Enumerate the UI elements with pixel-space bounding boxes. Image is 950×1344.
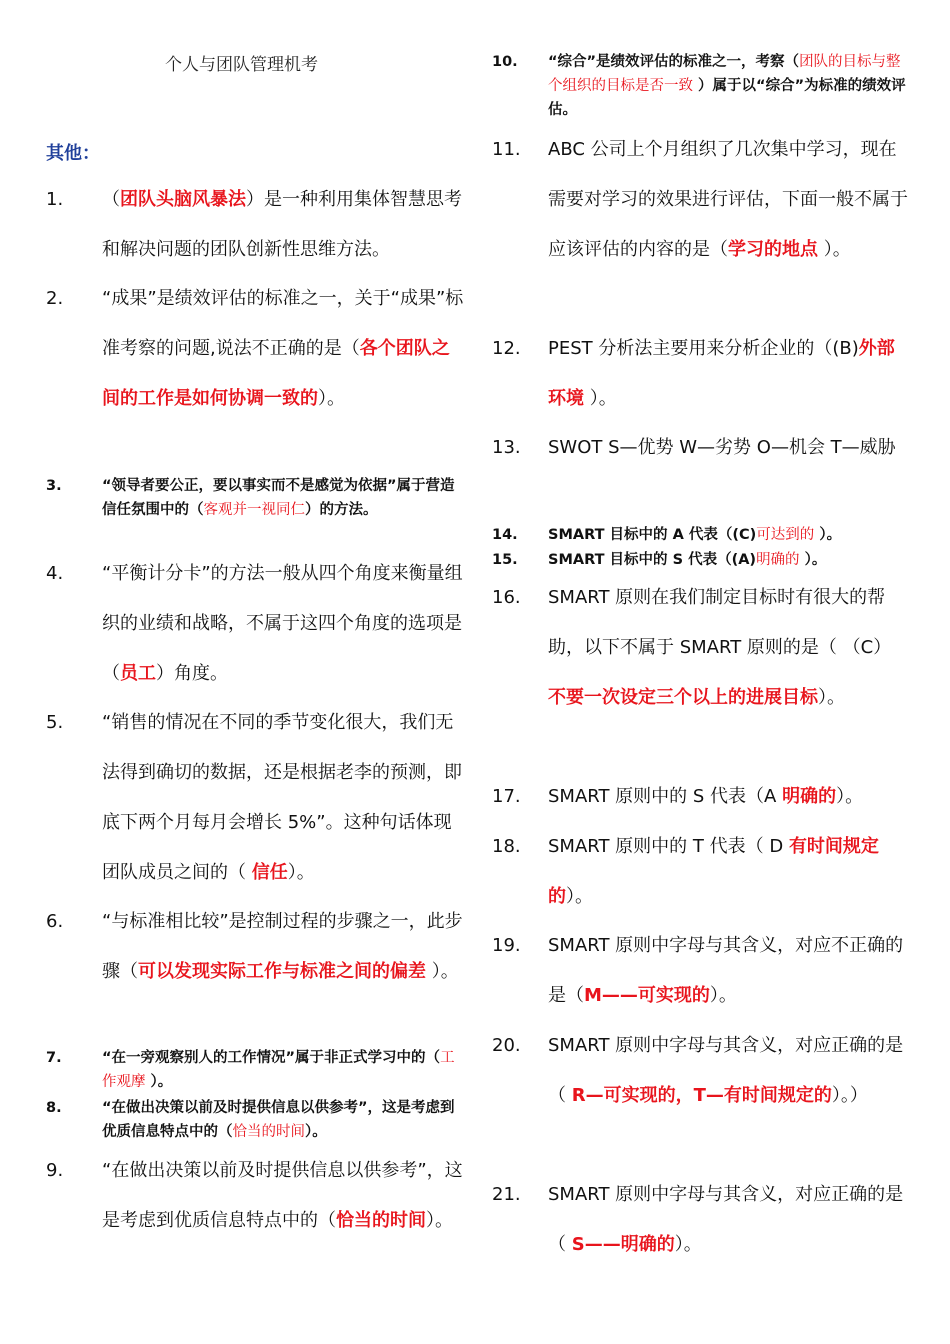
question-text: SMART 目标中的 S 代表（(A)明确的 ）。: [548, 552, 827, 568]
question-number: 8.: [46, 1100, 62, 1116]
question-text: SMART 原则中字母与其含义，对应正确的是（ S——明确的）。: [548, 1184, 904, 1255]
question-number: 18.: [492, 836, 521, 857]
question-text: SMART 原则中字母与其含义，对应不正确的是（M——可实现的）。: [548, 935, 904, 1006]
question-number: 19.: [492, 935, 521, 956]
question-number: 11.: [492, 139, 521, 160]
question-number: 10.: [492, 54, 518, 70]
question-text: “综合”是绩效评估的标准之一，考察（团队的目标与整个组织的目标是否一致 ）属于以“综合”为标准的绩效评估。: [548, 54, 906, 118]
section-heading: 其他：: [46, 143, 100, 164]
answer: 外部环境: [548, 338, 895, 409]
question-number: 14.: [492, 527, 518, 543]
answer: 明确的: [782, 786, 837, 807]
question-number: 7.: [46, 1050, 62, 1066]
question-text: “在做出决策以前及时提供信息以供参考”，这是考虑到优质信息特点中的（恰当的时间）。: [102, 1160, 463, 1231]
answer: 可以发现实际工作与标准之间的偏差: [138, 961, 426, 982]
question-text: SMART 原则中字母与其含义，对应正确的是（ R—可实现的，T—有时间规定的）。）: [548, 1035, 904, 1106]
question-number: 3.: [46, 478, 62, 494]
answer: 有时间规定的: [548, 836, 879, 907]
question-number: 1.: [46, 189, 64, 210]
answer: 员工: [120, 663, 156, 684]
answer: 不要一次设定三个以上的进展目标: [548, 687, 818, 708]
answer: 可达到的: [756, 527, 815, 543]
document-title: 个人与团队管理机考: [165, 55, 318, 75]
question-number: 5.: [46, 712, 64, 733]
question-text: SMART 目标中的 A 代表（(C)可达到的 ）。: [548, 527, 842, 543]
question-text: “成果”是绩效评估的标准之一，关于“成果”标准考察的问题,说法不正确的是（各个团队之间的工作是如何协调一致的）。: [102, 288, 464, 409]
question-text: SMART 原则中的 T 代表（ D 有时间规定的）。: [548, 836, 879, 907]
question-number: 12.: [492, 338, 521, 359]
answer: 信任: [251, 862, 288, 883]
answer: 恰当的时间: [232, 1124, 305, 1140]
question-text: ABC 公司上个月组织了几次集中学习，现在需要对学习的效果进行评估，下面一般不属于应该评估的内容的是（学习的地点 ）。: [548, 139, 908, 260]
question-text: “领导者要公正，要以事实而不是感觉为依据”属于营造信任氛围中的（客观并一视同仁）的方法。: [102, 478, 455, 518]
answer: S——明确的: [571, 1234, 675, 1255]
answer: M——可实现的: [584, 985, 710, 1006]
answer: 客观并一视同仁: [203, 502, 305, 518]
question-number: 16.: [492, 587, 521, 608]
question-text: SMART 原则在我们制定目标时有很大的帮助，以下不属于 SMART 原则的是（ （C）不要一次设定三个以上的进展目标）。: [548, 587, 892, 708]
question-number: 9.: [46, 1160, 64, 1181]
question-text: “销售的情况在不同的季节变化很大，我们无法得到确切的数据，还是根据老李的预测，即底下两个月每月会增长 5%”。这种句话体现团队成员之间的（ 信任）。: [102, 712, 462, 883]
question-text: （团队头脑风暴法）是一种利用集体智慧思考和解决问题的团队创新性思维方法。: [102, 189, 462, 260]
question-number: 2.: [46, 288, 64, 309]
answer: 团队的目标与整个组织的目标是否一致: [548, 54, 901, 94]
question-number: 17.: [492, 786, 521, 807]
answer: 工作观摩: [102, 1050, 455, 1090]
answer: 恰当的时间: [336, 1210, 426, 1231]
question-text: SMART 原则中的 S 代表（A 明确的）。: [548, 786, 864, 807]
answer: 团队头脑风暴法: [120, 189, 246, 210]
question-text: “平衡计分卡”的方法一般从四个角度来衡量组织的业绩和战略，不属于这四个角度的选项是（员工）角度。: [102, 563, 463, 684]
question-number: 13.: [492, 437, 521, 458]
question-text: “在做出决策以前及时提供信息以供参考”，这是考虑到优质信息特点中的（恰当的时间）。: [102, 1100, 455, 1140]
answer: 学习的地点: [728, 239, 818, 260]
question-number: 4.: [46, 563, 64, 584]
question-number: 21.: [492, 1184, 521, 1205]
answer: 明确的: [756, 552, 800, 568]
question-number: 6.: [46, 911, 64, 932]
answer: 各个团队之间的工作是如何协调一致的: [102, 338, 450, 409]
question-text: “在一旁观察别人的工作情况”属于非正式学习中的（工作观摩 ）。: [102, 1050, 455, 1090]
answer: R—可实现的，T—有时间规定的: [571, 1085, 832, 1106]
question-number: 20.: [492, 1035, 521, 1056]
question-text: PEST 分析法主要用来分析企业的（(B)外部环境 ）。: [548, 338, 895, 409]
question-text: SWOT S—优势 W—劣势 O—机会 T—威胁: [548, 437, 896, 458]
question-number: 15.: [492, 552, 518, 568]
question-text: “与标准相比较”是控制过程的步骤之一，此步骤（可以发现实际工作与标准之间的偏差 ）。: [102, 911, 463, 982]
